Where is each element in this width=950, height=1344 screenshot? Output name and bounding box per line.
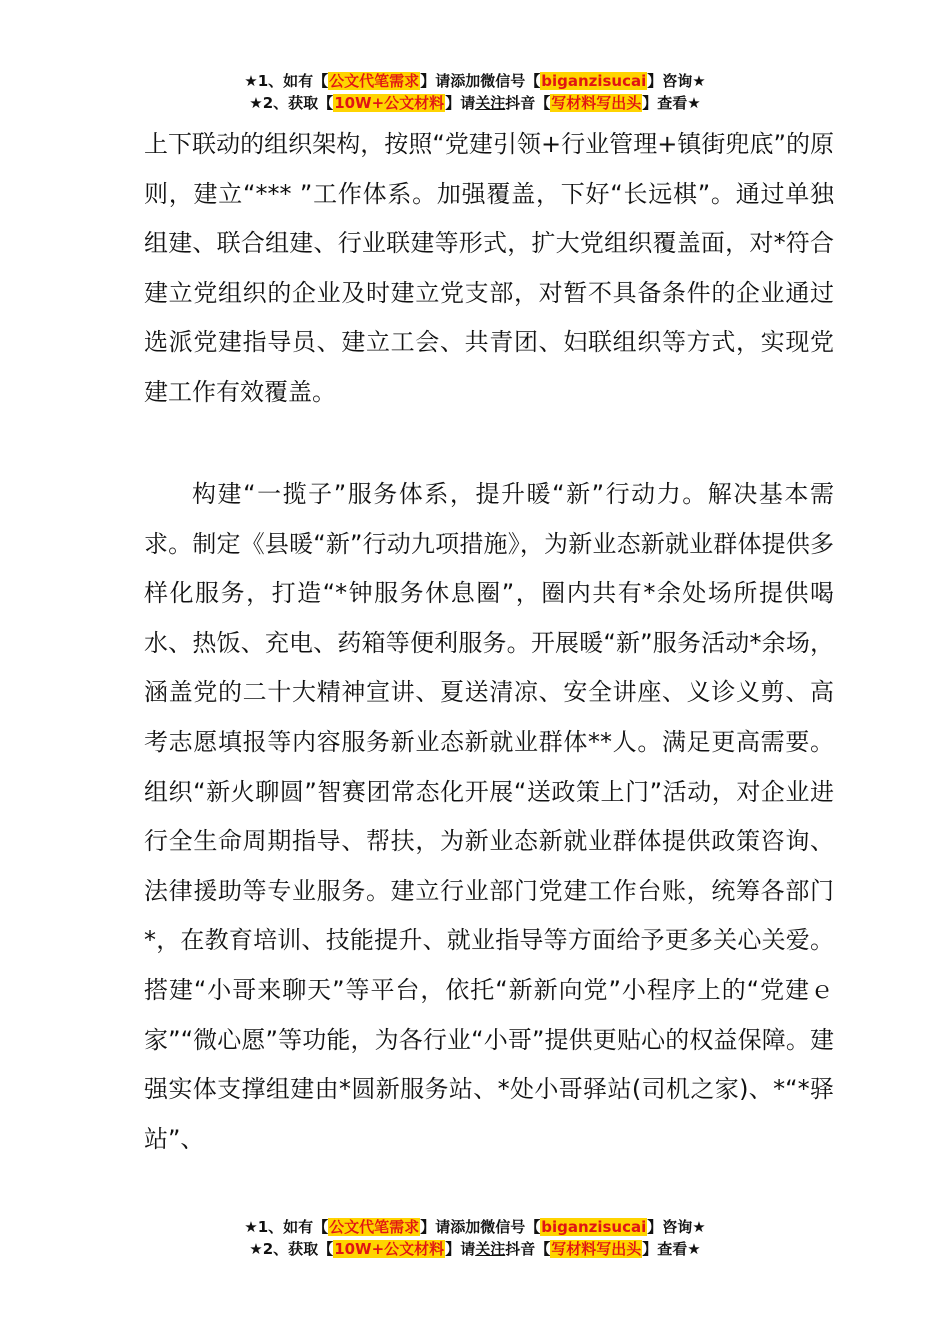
highlight-materials: 10W+公文材料 (334, 1240, 445, 1258)
highlight-douyin-account: 写材料写出头 (551, 94, 642, 112)
underlined-follow: 关注 (475, 1240, 506, 1258)
header-banner (0, 70, 950, 114)
banner-line-2 (0, 1238, 950, 1260)
banner-text: 】查看★ (642, 94, 701, 112)
paragraph-organization: 上下联动的组织架构，按照“党建引领+行业管理+镇街兜底”的原则，建立“*** ”工作体系。加强覆盖，下好“长远棋”。通过单独组建、联合组建、行业联建等形式，扩大党组织覆盖面，对*符合建立党组织的企业及时建立党支部，对暂不具备条件的企业通过选派党建指导员、建立工会、共青团、妇联组织等方式，实现党建工作有效覆盖。 (144, 130, 834, 406)
banner-line-1 (0, 70, 950, 92)
banner-text: 】请添加微信号【 (420, 1218, 541, 1236)
underlined-follow: 关注 (475, 94, 506, 112)
banner-text: 】请 (445, 94, 476, 112)
banner-text: ★1、如有【 (244, 72, 329, 90)
highlight-douyin-account: 写材料写出头 (551, 1240, 642, 1258)
banner-text: 抖音【 (505, 1240, 551, 1258)
banner-text: 】请 (445, 1240, 476, 1258)
banner-text: 抖音【 (505, 94, 551, 112)
highlight-wechat-id: biganzisucai (541, 1218, 647, 1236)
banner-text: 】咨询★ (647, 72, 706, 90)
highlight-service: 公文代笔需求 (329, 72, 420, 90)
banner-text: ★2、获取【 (249, 1240, 334, 1258)
banner-line-1 (0, 1216, 950, 1238)
banner-text: 】咨询★ (647, 1218, 706, 1236)
banner-text: 】请添加微信号【 (420, 72, 541, 90)
footer-banner (0, 1216, 950, 1260)
banner-text: 】查看★ (642, 1240, 701, 1258)
highlight-wechat-id: biganzisucai (541, 72, 647, 90)
paragraph-service-system: 构建“一揽子”服务体系，提升暖“新”行动力。解决基本需求。制定《县暖“新”行动九项措施》，为新业态新就业群体提供多样化服务，打造“*钟服务休息圈”，圈内共有*余处场所提供喝水、热饭、充电、药箱等便利服务。开展暖“新”服务活动*余场，涵盖党的二十大精神宣讲、夏送清凉、安全讲座、义诊义剪、高考志愿填报等内容服务新业态新就业群体**人。满足更高需要。组织“新火聊圆”智赛团常态化开展“送政策上门”活动，对企业进行全生命周期指导、帮扶，为新业态新就业群体提供政策咨询、法律援助等专业服务。建立行业部门党建工作台账，统筹各部门*，在教育培训、技能提升、就业指导等方面给予更多关心关爱。搭建“小哥来聊天”等平台，依托“新新向党”小程序上的“党建ｅ家”“微心愿”等功能，为各行业“小哥”提供更贴心的权益保障。建强实体支撑组建由*圆新服务站、*处小哥驿站(司机之家)、*“*驿站”、 (144, 480, 834, 1153)
highlight-materials: 10W+公文材料 (334, 94, 445, 112)
banner-line-2 (0, 92, 950, 114)
highlight-service: 公文代笔需求 (329, 1218, 420, 1236)
banner-text: ★1、如有【 (244, 1218, 329, 1236)
banner-text: ★2、获取【 (249, 94, 334, 112)
